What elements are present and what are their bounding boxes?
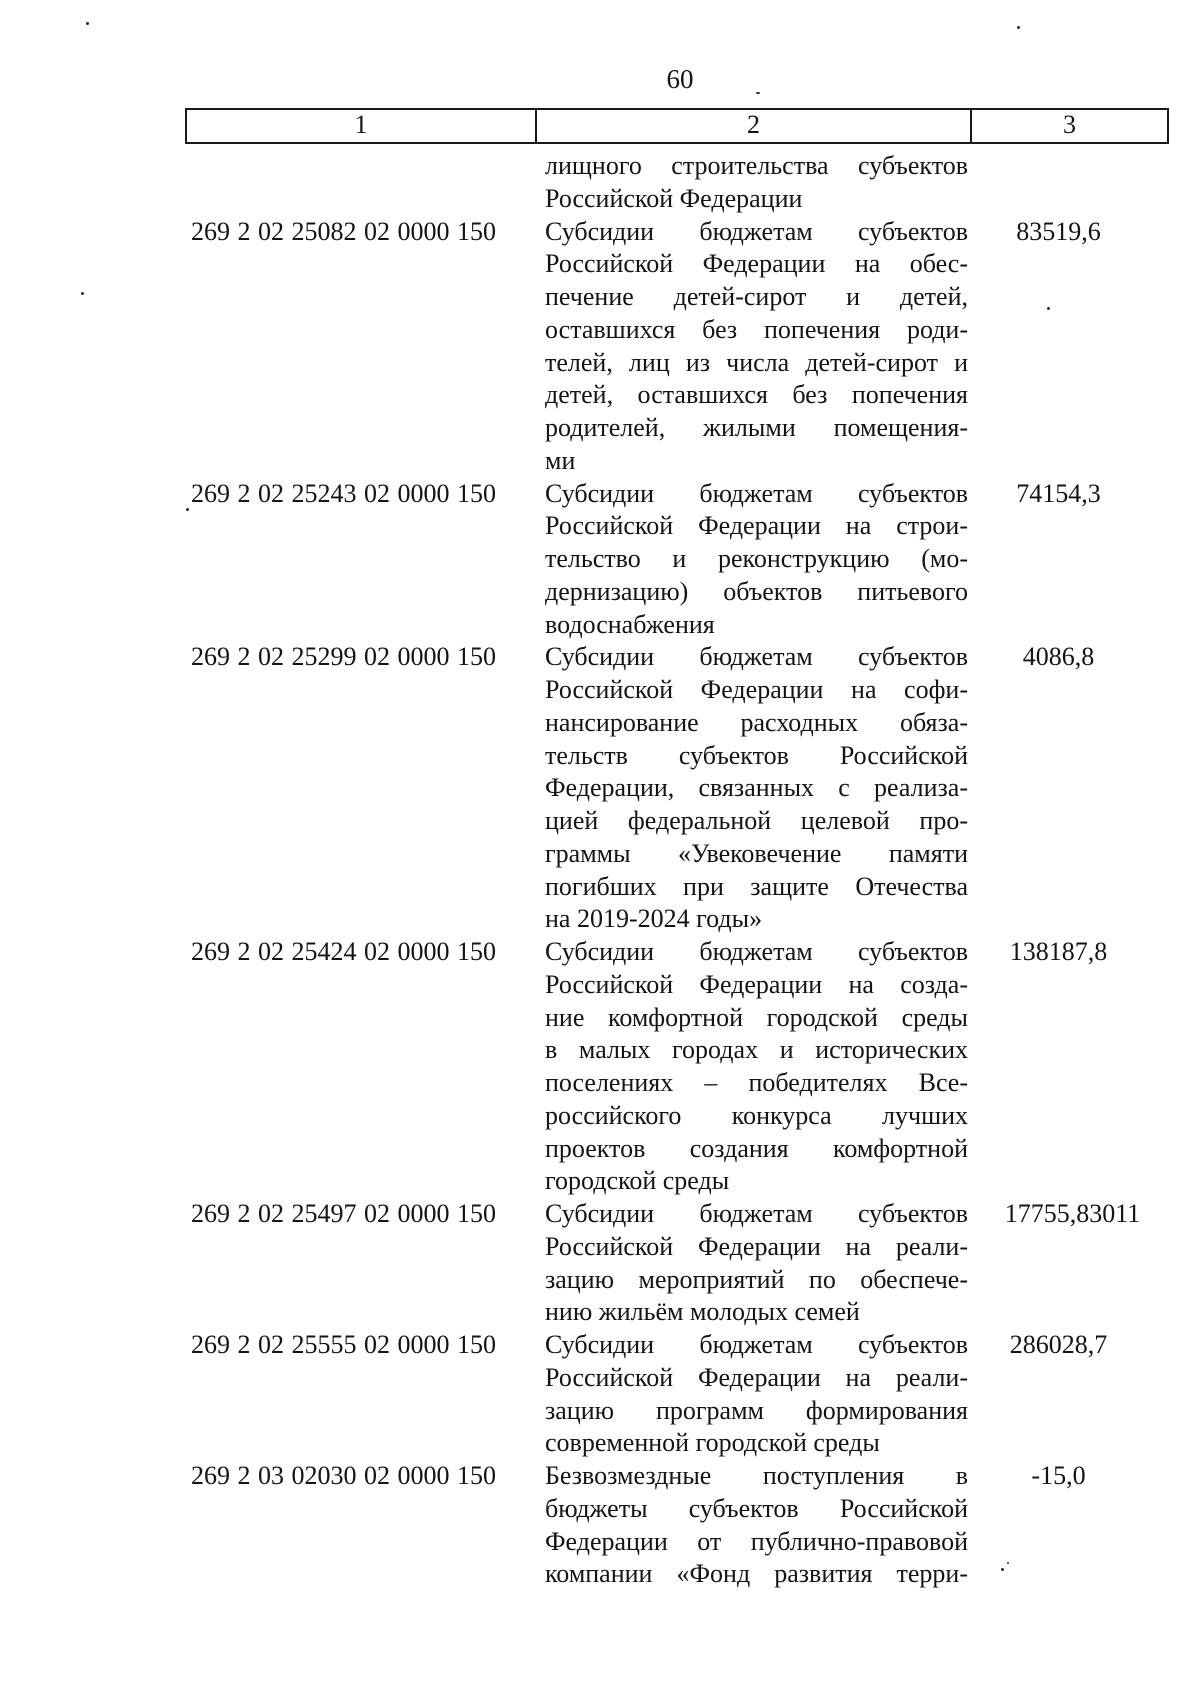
description-line: городской среды	[545, 1166, 730, 1196]
code-cell: 269 2 03 02030 02 0000 150	[191, 1461, 496, 1490]
amount-cell: 138187,8	[1009, 937, 1108, 966]
description-line: Российской Федерации на созда-	[545, 969, 968, 999]
description-cell	[535, 478, 970, 642]
description-line: детей, оставшихся без попечения	[545, 380, 968, 410]
description-line: тельств субъектов Российской	[545, 740, 968, 770]
amount-cell: 4086,8	[1022, 642, 1095, 672]
scan-speck	[1017, 26, 1020, 29]
table-row	[185, 936, 1169, 1198]
description-line: граммы «Увековечение памяти	[545, 838, 968, 868]
description-line: в малых городах и исторических	[545, 1035, 968, 1065]
description-line: Федерации, связанных с реализа-	[545, 773, 968, 803]
table-row	[185, 1198, 1169, 1329]
description-line: российского конкурса лучших	[545, 1100, 968, 1130]
amount-cell: -15,0	[1031, 1461, 1086, 1490]
description-line: Субсидии бюджетам субъектов	[545, 937, 968, 966]
description-line: Российской Федерации	[545, 183, 803, 213]
description-line: печение детей-сирот и детей,	[545, 282, 968, 311]
description-line: Российской Федерации на строи-	[545, 511, 968, 541]
description-line: нансирование расходных обяза-	[545, 707, 968, 737]
table-row	[185, 216, 1169, 478]
description-line: зацию программ формирования	[545, 1395, 968, 1425]
description-line: телей, лиц из числа детей-сирот и	[545, 347, 968, 377]
code-cell: 269 2 02 25497 02 0000 150	[191, 1199, 496, 1228]
description-line: ние комфортной городской среды	[545, 1002, 968, 1032]
description-cell	[535, 1329, 970, 1460]
description-cell	[535, 641, 970, 936]
code-cell: 269 2 02 25243 02 0000 150	[191, 478, 496, 508]
description-cell	[535, 1460, 970, 1591]
table-row	[185, 641, 1169, 936]
table-column-headers	[185, 108, 1169, 144]
scan-speck	[86, 22, 89, 25]
amount-cell: 286028,7	[1009, 1330, 1108, 1359]
amount-cell: 83519,6	[1016, 216, 1101, 246]
description-line: проектов создания комфортной	[545, 1133, 968, 1163]
amount-cell: 74154,3	[1016, 478, 1101, 508]
description-line: Субсидии бюджетам субъектов	[545, 642, 968, 672]
continuation-row	[185, 150, 1169, 216]
code-cell: 269 2 02 25555 02 0000 150	[191, 1330, 496, 1359]
description-line: цией федеральной целевой про-	[545, 806, 968, 835]
description-line: дернизацию) объектов питьевого	[545, 576, 968, 606]
description-cell	[535, 1198, 970, 1329]
code-cell: 269 2 02 25082 02 0000 150	[191, 216, 496, 246]
description-line: родителей, жилыми помещения-	[545, 413, 968, 442]
description-line: водоснабжения	[545, 609, 715, 639]
description-line: погибших при защите Отечества	[545, 871, 968, 901]
description-line: поселениях – победителях Все-	[545, 1068, 968, 1097]
description-cell	[535, 216, 970, 478]
description-line: Субсидии бюджетам субъектов	[545, 1199, 968, 1228]
description-line: Российской Федерации на обес-	[545, 249, 968, 279]
description-line: бюджеты субъектов Российской	[545, 1493, 968, 1523]
description-line: Российской Федерации на софи-	[545, 675, 968, 704]
table-row	[185, 1460, 1169, 1591]
table-row	[185, 478, 1169, 642]
code-cell	[185, 150, 535, 216]
description-line: Субсидии бюджетам субъектов	[545, 1330, 968, 1359]
budget-table-body	[185, 150, 1169, 1591]
amount-cell	[970, 150, 1169, 216]
description-line: современной городской среды	[545, 1428, 880, 1458]
description-line: Безвозмездные поступления в	[545, 1461, 968, 1490]
description-line: на 2019-2024 годы»	[545, 904, 763, 934]
description-line: зацию мероприятий по обеспече-	[545, 1264, 968, 1294]
column-header-1: 1	[187, 110, 537, 142]
code-cell: 269 2 02 25299 02 0000 150	[191, 642, 496, 672]
description-line: Субсидии бюджетам субъектов	[545, 478, 968, 508]
description-line: Федерации от публично-правовой	[545, 1526, 968, 1556]
amount-cell: 17755,83011	[1004, 1199, 1141, 1228]
description-cell	[535, 150, 970, 216]
column-header-2: 2	[537, 110, 972, 142]
description-line: Субсидии бюджетам субъектов	[545, 216, 968, 246]
description-cell	[535, 936, 970, 1198]
description-line: лищного строительства субъектов	[545, 151, 968, 180]
scan-speck	[81, 292, 84, 295]
description-line: тельство и реконструкцию (мо-	[545, 544, 968, 573]
description-line: нию жильём молодых семей	[545, 1297, 860, 1327]
description-line: Российской Федерации на реали-	[545, 1362, 968, 1392]
description-line: компании «Фонд развития терри-	[545, 1559, 968, 1589]
page-number: 60	[666, 64, 694, 94]
code-cell: 269 2 02 25424 02 0000 150	[191, 937, 496, 966]
description-line: оставшихся без попечения роди-	[545, 314, 968, 344]
description-line: ми	[545, 445, 576, 475]
description-line: Российской Федерации на реали-	[545, 1231, 968, 1261]
table-row	[185, 1329, 1169, 1460]
column-header-3: 3	[1063, 110, 1076, 139]
